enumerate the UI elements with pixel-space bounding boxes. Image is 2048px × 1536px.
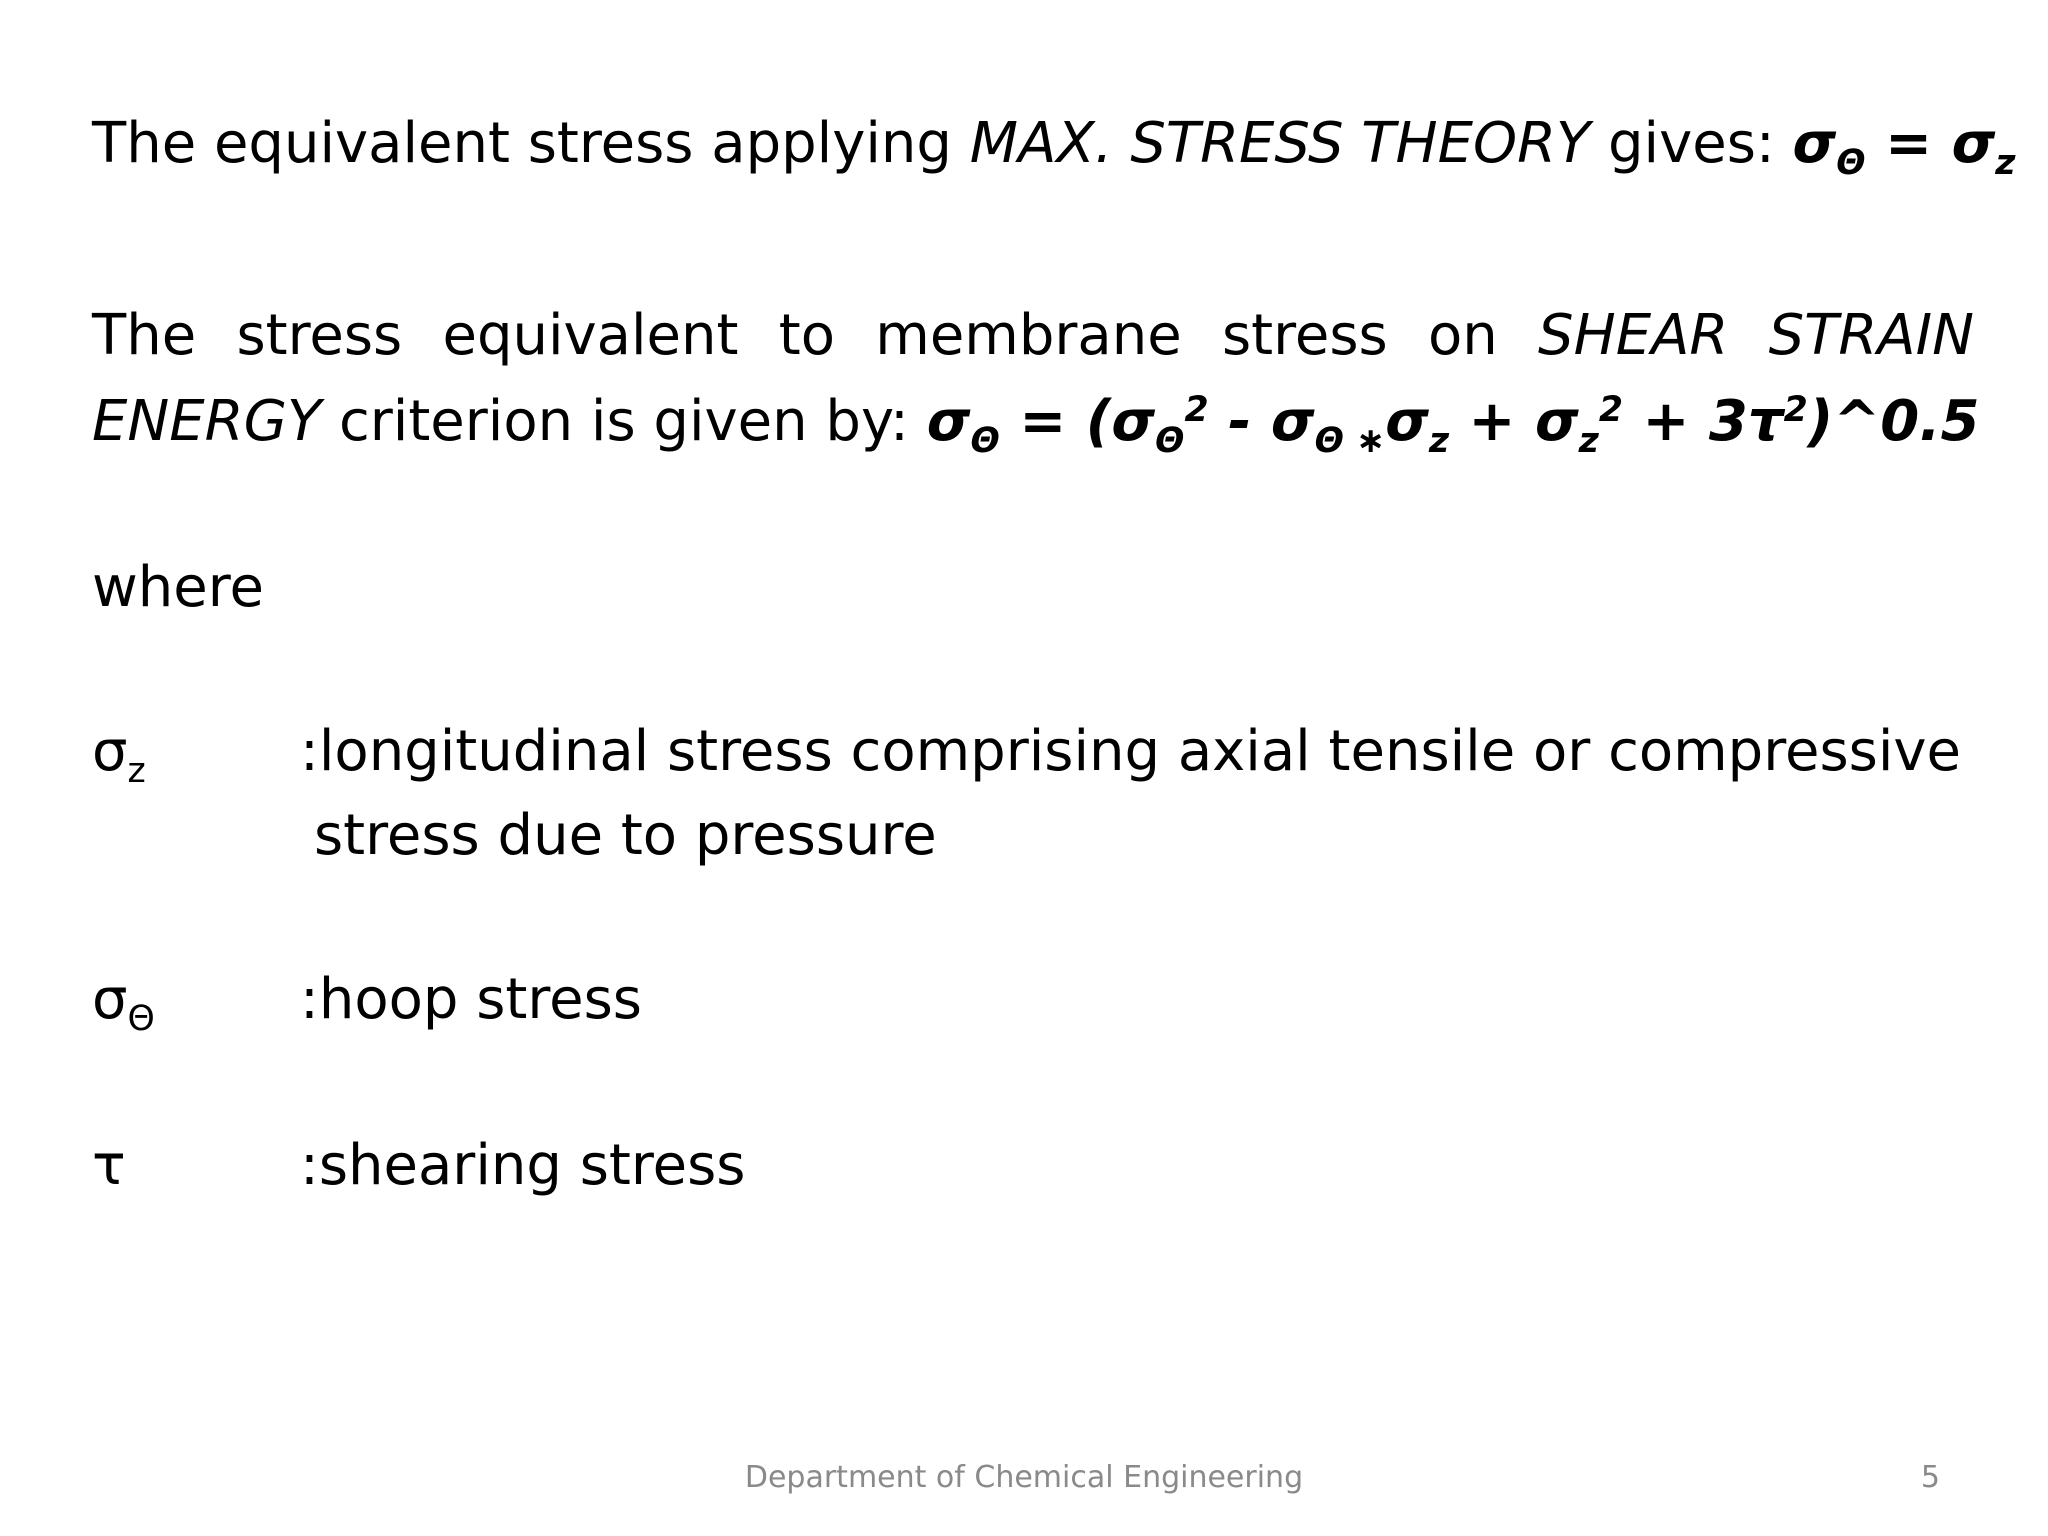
definition-hoop-stress: :hoop stress [300, 967, 642, 1032]
shear-term: SHEAR [1538, 303, 1729, 368]
definition-shearing-stress: :shearing stress [300, 1133, 746, 1198]
max-stress-formula: $\sigma_\Theta = \sigma_z$ [1792, 111, 2016, 184]
where-label: where [92, 555, 264, 620]
footer-department: Department of Chemical Engineering [744, 1460, 1304, 1495]
symbol-tau: τ [92, 1133, 126, 1198]
energy-term: ENERGY [92, 389, 322, 454]
strain-term: STRAIN [1768, 303, 1974, 368]
page-number: 5 [1920, 1460, 1940, 1495]
energy-criterion-line: ENERGY criterion is given by: $\sigma_\Theta = (\sigma_\Theta^2 - \sigma_{\Theta ∗}\sigma_z + \sigma_z^2$ + $3\tau^2)\^{}0.5$ [92, 389, 1980, 462]
symbol-sigma-z: $\sigma_z$ [92, 719, 146, 792]
max-stress-theory-line [92, 108, 2016, 184]
definition-longitudinal-stress: :longitudinal stress comprising axial tensile or compressive [300, 719, 1961, 784]
max-stress-theory-term: MAX. STRESS THEORY [969, 111, 1591, 176]
line1-prefix: The equivalent stress applying [92, 111, 970, 176]
shear-strain-energy-formula: $\sigma_\Theta = (\sigma_\Theta^2 - \sigma_{\Theta ∗}\sigma_z + \sigma_z^2$ + $3\tau^2)\^{}0.5$ [926, 389, 1980, 462]
symbol-sigma-theta: $\sigma_\Theta$ [92, 967, 155, 1040]
shear-strain-line: The stress equivalent to membrane stress on SHEAR STRAIN [92, 300, 1974, 372]
line1-gives: gives: [1590, 111, 1793, 176]
definition-longitudinal-stress-cont: stress due to pressure [314, 803, 937, 868]
